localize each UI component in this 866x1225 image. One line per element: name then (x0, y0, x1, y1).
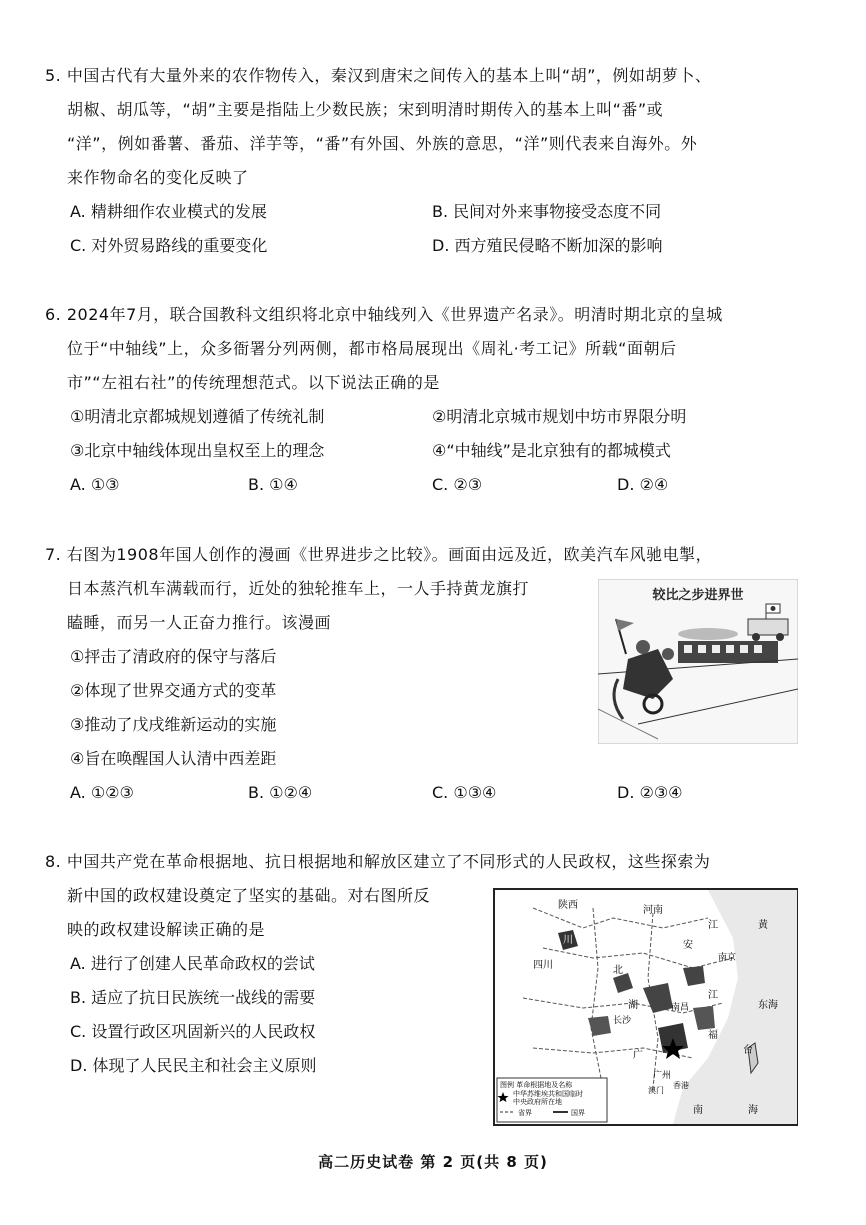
q8-line-2: 新中国的政权建设奠定了坚实的基础。对右图所反 (67, 886, 431, 905)
map-label: 广 (633, 1050, 643, 1061)
map-label: 南 (693, 1105, 703, 1116)
q7-option-d[interactable]: D. ②③④ (617, 783, 683, 802)
q5-line-2: 胡椒、胡瓜等，“胡”主要是指陆上少数民族；宋到明清时期传入的基本上叫“番”或 (67, 100, 664, 119)
map-legend-item: 中华苏维埃共和国临时 (513, 1090, 583, 1098)
q7-option-a[interactable]: A. ①②③ (70, 783, 134, 802)
q6-line-3: 市”“左祖右社”的传统理想范式。以下说法正确的是 (67, 373, 440, 392)
q8-line-1: 8. 中国共产党在革命根据地、抗日根据地和解放区建立了不同形式的人民政权，这些探索为 (45, 852, 711, 871)
q6-statement-4: ④“中轴线”是北京独有的都城模式 (432, 441, 671, 460)
q7-cartoon-figure (598, 579, 798, 744)
q6-option-b[interactable]: B. ①④ (248, 475, 298, 494)
map-label: 福 (708, 1030, 718, 1041)
map-label: 黄 (758, 920, 768, 931)
map-legend-title: 图例 革命根据地及名称 (500, 1081, 573, 1089)
q8-option-c[interactable]: C. 设置行政区巩固新兴的人民政权 (70, 1022, 316, 1041)
q8-option-a[interactable]: A. 进行了创建人民革命政权的尝试 (70, 954, 315, 973)
map-label: 海 (748, 1105, 758, 1116)
map-label: 北 (613, 965, 623, 976)
map-label: 安 (683, 940, 693, 951)
q7-line-1: 7. 右图为1908年国人创作的漫画《世界进步之比较》。画面由远及近，欧美汽车风驰电掣， (45, 545, 713, 564)
q5-line-1: 5. 中国古代有大量外来的农作物传入，秦汉到唐宋之间传入的基本上叫“胡”，例如胡萝卜、 (45, 66, 712, 85)
q8-option-d[interactable]: D. 体现了人民民主和社会主义原则 (70, 1056, 317, 1075)
map-label: 陕西 (558, 900, 578, 911)
map-label: 河南 (643, 905, 663, 916)
map-label: 东海 (758, 1000, 778, 1011)
q5-option-c[interactable]: C. 对外贸易路线的重要变化 (70, 236, 268, 255)
map-label: 澳门 (648, 1086, 664, 1095)
map-label: 四川 (533, 960, 553, 971)
q8-map-figure (493, 888, 798, 1126)
map-legend-item: 国界 (571, 1109, 585, 1117)
q5-option-a[interactable]: A. 精耕细作农业模式的发展 (70, 202, 267, 221)
q6-statement-3: ③北京中轴线体现出皇权至上的理念 (70, 441, 325, 460)
page-footer: 高二历史试卷 第 2 页(共 8 页) (318, 1153, 548, 1171)
q6-line-1: 6. 2024年7月，联合国教科文组织将北京中轴线列入《世界遗产名录》。明清时期北京的皇城 (45, 305, 723, 324)
map-label: 江 (708, 990, 718, 1001)
q7-statement-1: ①抨击了清政府的保守与落后 (70, 647, 277, 666)
q7-statement-2: ②体现了世界交通方式的变革 (70, 681, 277, 700)
map-label: 台 (743, 1045, 753, 1056)
q8-line-3: 映的政权建设解读正确的是 (67, 920, 266, 939)
q7-option-b[interactable]: B. ①②④ (248, 783, 313, 802)
map-label: 南京 (718, 953, 737, 963)
q8-option-b[interactable]: B. 适应了抗日民族统一战线的需要 (70, 988, 316, 1007)
map-label: 江 (708, 920, 718, 931)
map-label: 南昌 (671, 1003, 690, 1013)
q6-option-c[interactable]: C. ②③ (432, 475, 483, 494)
map-legend-item: 中央政府所在地 (513, 1098, 562, 1106)
map-label: 长沙 (613, 1016, 632, 1026)
q6-statement-2: ②明清北京城市规划中坊市界限分明 (432, 407, 687, 426)
q7-cartoon-title: 较比之步进界世 (652, 588, 744, 603)
q6-line-2: 位于“中轴线”上，众多衙署分列两侧，都市格局展现出《周礼·考工记》所载“面朝后 (67, 339, 677, 358)
q7-statement-4: ④旨在唤醒国人认清中西差距 (70, 749, 277, 768)
q5-line-4: 来作物命名的变化反映了 (67, 168, 249, 187)
map-label: 香港 (673, 1081, 689, 1090)
q7-line-3: 瞌睡，而另一人正奋力推行。该漫画 (67, 613, 332, 632)
map-label: 广州 (653, 1071, 672, 1081)
map-label: 湖 (628, 1000, 638, 1011)
q7-statement-3: ③推动了戊戌维新运动的实施 (70, 715, 277, 734)
q6-statement-1: ①明清北京都城规划遵循了传统礼制 (70, 407, 325, 426)
q5-option-b[interactable]: B. 民间对外来事物接受态度不同 (432, 202, 662, 221)
q5-line-3: “洋”，例如番薯、番茄、洋芋等，“番”有外国、外族的意思，“洋”则代表来自海外。外 (67, 134, 698, 153)
q7-line-2: 日本蒸汽机车满载而行，近处的独轮推车上，一人手持黄龙旗打 (67, 579, 530, 598)
map-label: 川 (563, 935, 573, 946)
q6-option-d[interactable]: D. ②④ (617, 475, 669, 494)
q5-option-d[interactable]: D. 西方殖民侵略不断加深的影响 (432, 236, 663, 255)
map-legend-item: 省界 (518, 1109, 532, 1117)
q7-option-c[interactable]: C. ①③④ (432, 783, 497, 802)
q6-option-a[interactable]: A. ①③ (70, 475, 120, 494)
